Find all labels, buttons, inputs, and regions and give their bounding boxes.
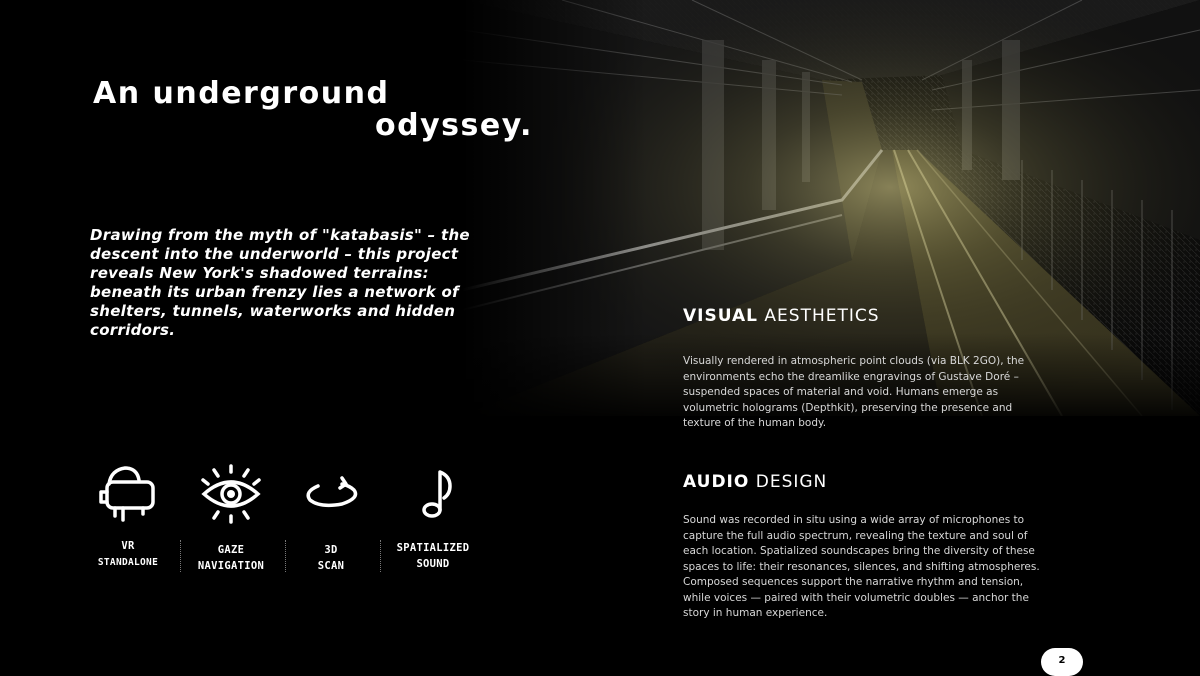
feature-scan-line2: SCAN	[317, 560, 345, 572]
title-line-2: odyssey.	[375, 108, 533, 143]
page-number-badge: 2	[1041, 648, 1083, 676]
audio-design-body	[683, 513, 1043, 622]
visual-heading-rest: AESTHETICS	[758, 306, 880, 326]
intro-text: Drawing from the myth of "katabasis" – the descent into the underworld – this project reveals New York's shadowed terrains: beneath its urban frenzy lies a network of shelters, tunnels, waterworks and hidden corridors.	[90, 226, 470, 339]
feature-sound-line1: SPATIALIZED	[396, 542, 470, 554]
audio-heading-rest: DESIGN	[749, 472, 828, 492]
feature-vr-line1: VR	[121, 540, 135, 552]
feature-gaze	[186, 462, 276, 572]
page-title	[93, 78, 533, 142]
feature-vr	[83, 462, 173, 568]
feature-gaze-line2: NAVIGATION	[197, 560, 265, 572]
feature-sound	[388, 462, 478, 570]
visual-body-text: Visually rendered in atmospheric point clouds (via BLK 2GO), the environments echo the dreamlike engravings of Gustave Doré – suspended spaces of material and void. Humans emerge as volumetric holograms (Depthkit), preserving the presence and texture of the human body.	[683, 355, 1025, 429]
vr-headset-icon	[95, 462, 161, 526]
audio-body-paragraph-1: Sound was recorded in situ using a wide array of microphones to capture the full audio spectrum, revealing the texture and soul of each location. Spatialized soundscapes bring the diversity of these spaces to life: their resonances, silences, and shifting atmospheres.	[683, 514, 1040, 573]
title-line-1: An underground	[93, 76, 390, 111]
feature-divider	[380, 540, 381, 572]
audio-design-heading	[683, 472, 827, 492]
audio-heading-bold: AUDIO	[683, 472, 750, 492]
rotation-arrow-icon	[298, 462, 364, 526]
visual-heading-bold: VISUAL	[683, 306, 758, 326]
feature-divider	[180, 540, 181, 572]
feature-gaze-line1: GAZE	[217, 544, 245, 556]
eye-icon	[198, 462, 264, 526]
audio-body-paragraph-2: Composed sequences support the narrative rhythm and tension, while voices — paired with their volumetric doubles — anchor the story in human experience.	[683, 576, 1029, 619]
visual-aesthetics-body	[683, 354, 1043, 432]
music-note-icon	[400, 462, 466, 526]
feature-vr-line2: STANDALONE	[97, 557, 159, 568]
feature-scan-line1: 3D	[324, 544, 338, 556]
feature-scan	[286, 462, 376, 572]
feature-list	[88, 462, 488, 592]
feature-sound-line2: SOUND	[416, 558, 450, 570]
visual-aesthetics-heading	[683, 306, 880, 326]
